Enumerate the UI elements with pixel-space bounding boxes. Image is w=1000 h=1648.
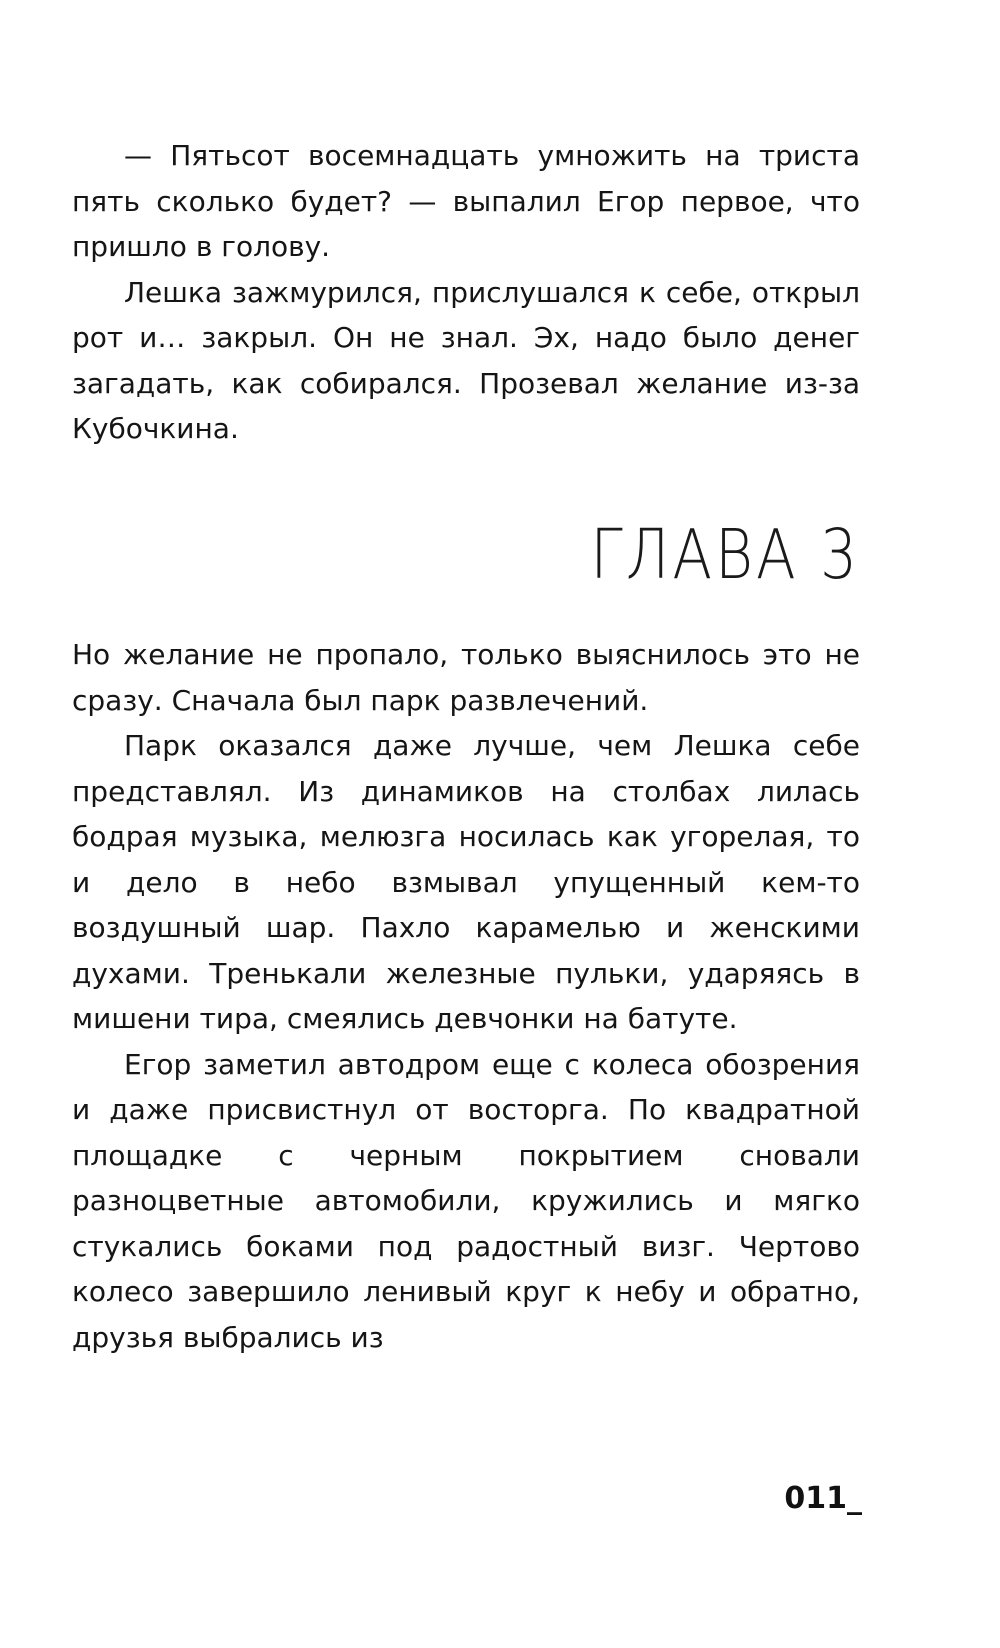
paragraph: Парк оказался даже лучше, чем Лешка себе представлял. Из динамиков на столбах лилась бодрая музыка, мелюзга носилась как угорелая, то и дело в небо взмывал упущенный кем-то воздушный шар. Пахло карамелью и женскими духами. Тренькали железные пульки, ударяясь в мишени тира, смеялись девчонки на батуте. <box>72 729 860 1035</box>
text-block-bottom <box>72 632 860 1360</box>
paragraph: Лешка зажмурился, прислушался к себе, открыл рот и… закрыл. Он не знал. Эх, надо было денег загадать, как собирался. Прозевал желание из-за Кубочкина. <box>72 275 860 445</box>
paragraph: — Пятьсот восемнадцать умножить на триста пять сколько будет? — выпалил Егор первое, что пришло в голову. <box>72 139 860 263</box>
text-block-top <box>72 133 860 452</box>
chapter-title: ГЛАВА 3 <box>590 514 860 595</box>
page-number: 011_ <box>784 1481 862 1516</box>
paragraph: Но желание не пропало, только выяснилось это не сразу. Сначала был парк развлечений. <box>72 638 860 717</box>
paragraph: Егор заметил автодром еще с колеса обозрения и даже присвистнул от восторга. По квадратной площадке с черным покрытием сновали разноцветные автомобили, кружились и мягко стукались боками под радостный визг. Чертово колесо завершило ленивый круг к небу и обратно, друзья выбрались из <box>72 1047 860 1354</box>
